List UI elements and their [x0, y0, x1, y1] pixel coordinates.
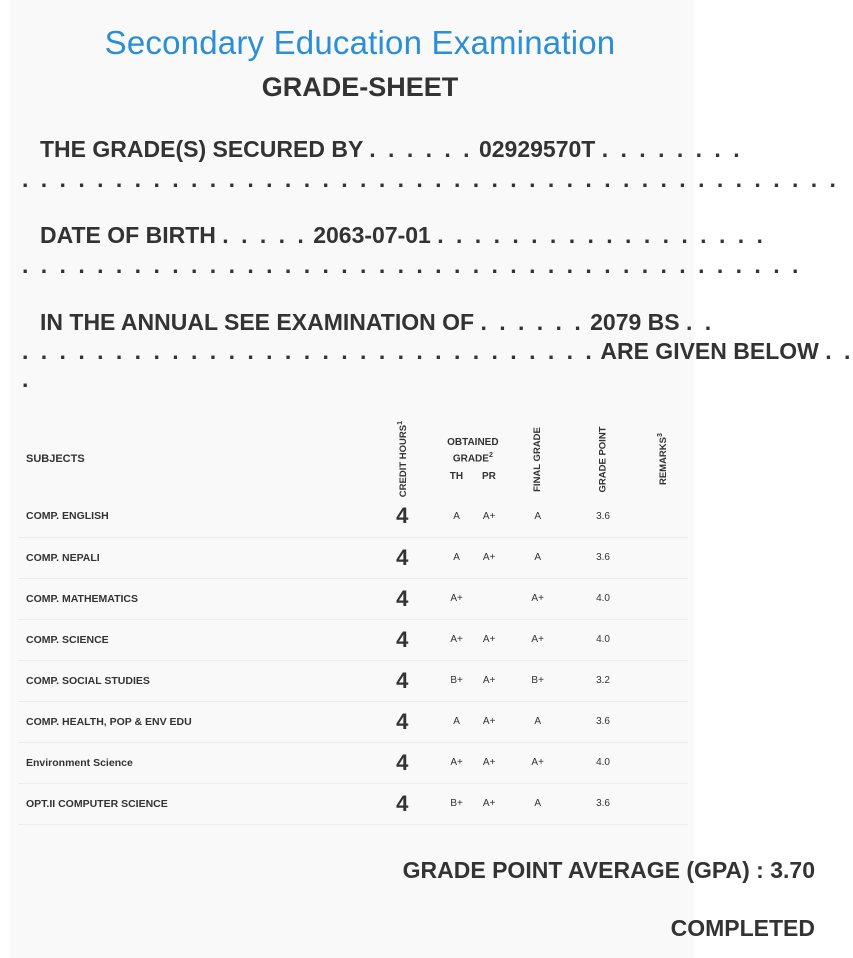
subject-name: COMP. MATHEMATICS	[18, 578, 364, 619]
exam-line	[40, 309, 715, 336]
dob-line	[40, 222, 766, 249]
subject-name: COMP. SOCIAL STUDIES	[18, 660, 364, 701]
grade-point: 3.2	[570, 660, 636, 701]
final-grade: A	[505, 701, 570, 742]
exam-label: IN THE ANNUAL SEE EXAMINATION OF	[40, 309, 475, 335]
pr-grade: A+	[473, 619, 505, 660]
grades-table	[18, 422, 688, 825]
final-grade: A+	[505, 578, 570, 619]
th-grade: A+	[440, 742, 472, 783]
dob-value: 2063-07-01	[313, 222, 431, 248]
dots: . . . . . .	[369, 136, 473, 162]
subject-name: COMP. SCIENCE	[18, 619, 364, 660]
dob-label: DATE OF BIRTH	[40, 222, 216, 248]
remarks	[636, 701, 688, 742]
remarks	[636, 742, 688, 783]
dots: . . . . . .	[480, 309, 584, 335]
grade-sheet-heading: GRADE-SHEET	[261, 72, 459, 102]
th-grade: B+	[440, 783, 472, 824]
dotted-line	[22, 252, 802, 279]
dots: . . . . . . . . . . . . . . . . . . . . . . . . . . . . . . . . . . . . . . . . . .	[22, 252, 802, 278]
remarks	[636, 783, 688, 824]
final-grade: A	[505, 496, 570, 537]
remarks	[636, 578, 688, 619]
table-row	[18, 578, 688, 619]
credit-hours-header: CREDIT HOURS$^1$	[397, 420, 410, 498]
completion-status: COMPLETED	[670, 915, 815, 941]
grades-table-wrap	[18, 422, 688, 825]
table-row	[18, 742, 688, 783]
grade-point: 3.6	[570, 496, 636, 537]
dots: . . . . . . . . . . . . . . . . . .	[437, 222, 766, 248]
grade-point: 4.0	[570, 578, 636, 619]
obtained-grade-header: OBTAINED GRADE$^2$ TH PR	[447, 436, 499, 483]
final-grade: A+	[505, 742, 570, 783]
subject-name: Environment Science	[18, 742, 364, 783]
final-grade: A+	[505, 619, 570, 660]
pr-grade: A+	[473, 701, 505, 742]
subject-name: COMP. NEPALI	[18, 537, 364, 578]
th-grade: A	[440, 496, 472, 537]
th-grade: B+	[440, 660, 472, 701]
dotted-line	[22, 366, 682, 393]
grade-point-header: GRADE POINT	[597, 426, 609, 493]
dots: . .	[825, 338, 853, 364]
given-below-label: ARE GIVEN BELOW	[600, 338, 819, 364]
pr-grade	[473, 578, 505, 619]
grade-point: 4.0	[570, 619, 636, 660]
dots: . . . . . . . .	[601, 136, 743, 162]
subjects-header: SUBJECTS	[26, 453, 85, 465]
dots: . . . . . . . . . . . . . . . . . . . . . . . . . . . . . . . . . . . . . . . . . . . .	[22, 166, 839, 192]
table-row	[18, 496, 688, 537]
subject-name: OPT.II COMPUTER SCIENCE	[18, 783, 364, 824]
pr-grade: A+	[473, 783, 505, 824]
secured-by-label: THE GRADE(S) SECURED BY	[40, 136, 363, 162]
remarks	[636, 537, 688, 578]
dots: . .	[686, 309, 715, 335]
credit-hours: 4	[364, 660, 440, 701]
th-grade: A	[440, 701, 472, 742]
th-grade: A+	[440, 619, 472, 660]
final-grade: A	[505, 783, 570, 824]
grade-point: 3.6	[570, 537, 636, 578]
table-header-row	[18, 422, 688, 496]
table-row	[18, 619, 688, 660]
credit-hours: 4	[364, 537, 440, 578]
symbol-number: 02929570T	[478, 136, 596, 162]
credit-hours: 4	[364, 783, 440, 824]
table-row	[18, 537, 688, 578]
final-grade: B+	[505, 660, 570, 701]
grade-point: 4.0	[570, 742, 636, 783]
credit-hours: 4	[364, 496, 440, 537]
grade-point: 3.6	[570, 701, 636, 742]
gpa-label: GRADE POINT AVERAGE (GPA) :	[402, 857, 764, 883]
pr-header: PR	[481, 471, 496, 483]
subject-name: COMP. HEALTH, POP & ENV EDU	[18, 701, 364, 742]
credit-hours: 4	[364, 742, 440, 783]
remarks	[636, 619, 688, 660]
pr-grade: A+	[473, 537, 505, 578]
given-below-line	[22, 338, 853, 365]
secured-by-line	[40, 136, 743, 163]
table-row	[18, 783, 688, 824]
credit-hours: 4	[364, 701, 440, 742]
grade-point: 3.6	[570, 783, 636, 824]
dots: .	[22, 366, 32, 392]
th-grade: A	[440, 537, 472, 578]
th-grade: A+	[440, 578, 472, 619]
pr-grade: A+	[473, 496, 505, 537]
remarks	[636, 496, 688, 537]
credit-hours: 4	[364, 578, 440, 619]
dots: . . . . .	[222, 222, 307, 248]
table-row	[18, 660, 688, 701]
remarks	[636, 660, 688, 701]
pr-grade: A+	[473, 742, 505, 783]
dotted-line	[22, 166, 839, 193]
dots: . . . . . . . . . . . . . . . . . . . . . . . . . . . . . . .	[22, 338, 595, 364]
credit-hours: 4	[364, 619, 440, 660]
table-row	[18, 701, 688, 742]
final-grade: A	[505, 537, 570, 578]
pr-grade: A+	[473, 660, 505, 701]
th-header: TH	[449, 471, 464, 483]
gpa-line	[403, 857, 815, 884]
final-grade-header: FINAL GRADE	[532, 427, 544, 492]
exam-title: Secondary Education Examination	[104, 24, 616, 61]
subject-name: COMP. ENGLISH	[18, 496, 364, 537]
gpa-value: 3.70	[770, 857, 815, 883]
remarks-header: REMARKS$^3$	[656, 433, 670, 485]
exam-year: 2079 BS	[590, 309, 680, 335]
